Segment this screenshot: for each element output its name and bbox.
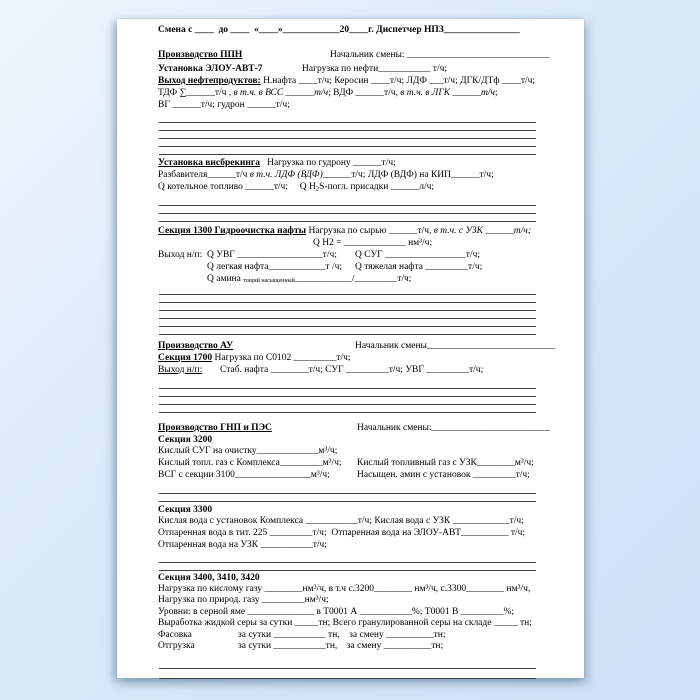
ruled-blank-line[interactable] xyxy=(159,131,536,139)
text-run: Выработка жидкой серы за сутки _____тн; Всего гранулированной серы на складе _____ тн; xyxy=(158,618,532,628)
text-chunk xyxy=(158,573,260,583)
text-run: Кислый топливный газ с УЗК________м³/ч; xyxy=(357,458,534,468)
text-chunk xyxy=(158,505,212,515)
form-line xyxy=(158,64,552,76)
text-chunk xyxy=(357,458,534,470)
form-line xyxy=(158,435,552,446)
form-line xyxy=(158,88,552,100)
text-run: Нагрузка по кислому газу ________нм³/ч, в т.ч с.3200________ нм³/ч, с.3300________ нм³/ч, xyxy=(158,584,531,594)
ruled-blank-line[interactable] xyxy=(159,311,536,319)
text-run: Установка ЭЛОУ-АВТ-7 xyxy=(158,64,263,74)
text-run: Нагрузка по гудрону ______т/ч; xyxy=(259,158,396,168)
text-chunk xyxy=(158,458,341,468)
text-chunk xyxy=(158,595,329,605)
text-run: ; xyxy=(494,88,498,98)
form-line xyxy=(158,76,552,88)
ruled-blank-line[interactable] xyxy=(159,139,536,147)
text-chunk xyxy=(158,365,202,375)
text-run: Нагрузка по природ. газу _________нм³/ч; xyxy=(158,595,329,605)
text-run: Отпаренная вода в тит. 225 _________т/ч; Отпаренная вода на ЭЛОУ-АВТ__________ т/ч; xyxy=(158,528,526,538)
text-run: Секция 1300 Гидроочистка нафты xyxy=(158,226,307,236)
text-chunk xyxy=(158,182,434,192)
text-chunk xyxy=(158,540,327,550)
form-line xyxy=(158,595,552,607)
text-run: Стаб. нафта ________т/ч; СУГ _________т/ч; УВГ _________т/ч; xyxy=(220,365,484,375)
text-run: Выход н/п: xyxy=(158,365,203,375)
text-run: Разбавителя______т/ч xyxy=(158,170,250,180)
form-line xyxy=(158,516,552,528)
text-chunk xyxy=(158,226,531,236)
form-line xyxy=(158,470,552,482)
text-run: Начальник смены: ______________________________ xyxy=(330,50,550,60)
form-line xyxy=(158,238,552,250)
text-chunk xyxy=(238,641,443,653)
text-run: Кислая вода с установок Комплекса ___________т/ч; Кислая вода с УЗК ____________т/ч; xyxy=(158,516,524,526)
form-line xyxy=(158,540,552,552)
form-line xyxy=(158,353,552,365)
text-run: Начальник смены:_________________________ xyxy=(357,423,551,433)
ruled-blank-line[interactable] xyxy=(159,214,536,222)
form-line xyxy=(158,250,552,262)
text-chunk xyxy=(158,516,524,526)
form-line xyxy=(158,262,552,274)
ruled-blank-line[interactable] xyxy=(159,327,536,335)
text-run: S-погл. присадки ______л/ч; xyxy=(319,182,434,192)
ruled-blank-line[interactable] xyxy=(159,319,536,327)
text-chunk xyxy=(238,630,446,642)
text-chunk xyxy=(158,25,520,35)
text-chunk xyxy=(355,341,555,353)
form-line xyxy=(158,25,552,38)
text-run: Q УВГ __________________т/ч; xyxy=(207,250,337,260)
ruled-blank-line[interactable] xyxy=(159,381,536,389)
text-chunk xyxy=(158,88,498,98)
text-chunk xyxy=(357,470,530,482)
text-chunk xyxy=(158,100,290,110)
ruled-blank-line[interactable] xyxy=(159,494,536,502)
ruled-blank-line[interactable] xyxy=(159,206,536,214)
spacer xyxy=(158,413,552,423)
form-line xyxy=(158,505,552,516)
text-run: Смена с ____ до ____ «____»____________20____г. Диспетчер НПЗ________________ xyxy=(158,25,520,35)
text-run: в т.ч. с УЗК ______т/ч; xyxy=(433,226,531,236)
text-run: Кислый топл. газ с Комплекса_________м³/ч; xyxy=(158,458,342,468)
text-chunk xyxy=(158,528,525,538)
ruled-blank-line[interactable] xyxy=(159,659,536,669)
text-chunk xyxy=(158,584,530,594)
form-line xyxy=(158,100,552,112)
text-chunk xyxy=(158,341,233,351)
text-run: Нагрузка по С0102 _________т/ч; xyxy=(212,353,351,363)
text-run: 2 xyxy=(315,185,320,193)
text-chunk xyxy=(355,262,482,274)
form-line xyxy=(158,573,552,584)
text-run: Производство ППН xyxy=(158,50,243,60)
form-line xyxy=(158,630,552,641)
form-line xyxy=(158,170,552,182)
text-run: Выход н/п: xyxy=(158,250,203,260)
ruled-blank-line[interactable] xyxy=(159,287,536,295)
form-line xyxy=(158,618,552,630)
text-run: ВСГ с секции 3100________________м³/ч; xyxy=(158,470,330,480)
text-run: Q легкая нафта____________т /ч; xyxy=(207,262,343,272)
text-run: Производство ГНП и ПЭС xyxy=(158,423,272,433)
text-run: Насыщен. амин с установок _________т/ч; xyxy=(357,470,530,480)
text-run: ______т/ч; ЛДФ (ВДФ) на КИП______т/ч; xyxy=(322,170,494,180)
form-line xyxy=(158,226,552,238)
text-chunk xyxy=(158,250,202,260)
text-chunk xyxy=(158,64,263,74)
text-chunk xyxy=(158,423,272,433)
text-chunk xyxy=(158,50,242,60)
ruled-blank-line[interactable] xyxy=(159,123,536,131)
text-chunk xyxy=(158,435,212,445)
text-run: Установка висбрекинга xyxy=(158,158,260,168)
text-chunk xyxy=(158,607,514,617)
text-chunk xyxy=(302,64,447,76)
text-run: Отгрузка xyxy=(158,641,195,651)
text-run: тощий насыщенный xyxy=(243,278,295,284)
text-run: Начальник смены___________________________ xyxy=(355,341,556,351)
text-run: Кислый СУГ на очистку_____________м³/ч; xyxy=(158,446,338,456)
text-run: Q котельное топливо ______т/ч; Q H xyxy=(158,182,316,192)
ruled-blank-line[interactable] xyxy=(159,198,536,206)
form-line xyxy=(158,458,552,470)
text-run: Q тяжелая нафта _________т/ч; xyxy=(355,262,483,272)
ruled-blank-line[interactable] xyxy=(159,295,536,303)
form-line xyxy=(158,182,552,194)
text-chunk xyxy=(158,76,535,86)
text-run: в т.ч. в ВСС ______т/ч xyxy=(233,88,329,98)
form-line xyxy=(158,446,552,458)
text-run: ; ВДФ ______т/ч, xyxy=(328,88,401,98)
text-run: Секция 3300 xyxy=(158,505,213,515)
text-run: ВГ ______т/ч; гудрон ______т/ч; xyxy=(158,100,290,110)
ruled-blank-line[interactable] xyxy=(159,555,536,563)
text-chunk xyxy=(158,158,396,168)
form-line xyxy=(158,274,552,284)
document-page xyxy=(117,19,584,678)
ruled-blank-line[interactable] xyxy=(159,486,536,494)
ruled-blank-line[interactable] xyxy=(159,669,536,679)
text-run: Нагрузка по сырью ______т/ч, xyxy=(306,226,434,236)
text-run: в т.ч. в ЛГК ______т/ч xyxy=(400,88,495,98)
text-run: Секция 3400, 3410, 3420 xyxy=(158,573,260,583)
text-chunk xyxy=(158,446,337,456)
spacer xyxy=(158,38,552,50)
ruled-blank-line[interactable] xyxy=(159,563,536,571)
text-run: Отпаренная вода на УЗК ___________т/ч; xyxy=(158,540,327,550)
form-line xyxy=(158,607,552,618)
text-chunk xyxy=(355,250,480,262)
form-line xyxy=(158,584,552,595)
form-line xyxy=(158,158,552,170)
text-run: в т.ч. ЛДФ (ВДФ) xyxy=(249,170,323,180)
text-chunk xyxy=(158,470,330,480)
text-chunk xyxy=(330,50,549,62)
text-run: Выход нефтепродуктов: xyxy=(158,76,261,86)
form-line xyxy=(158,528,552,540)
ruled-blank-line[interactable] xyxy=(159,389,536,397)
text-run: за сутки ___________ тн, за смену __________тн; xyxy=(238,630,446,640)
text-run: Производство АУ xyxy=(158,341,234,351)
text-run: Нагрузка по нефти___________ т/ч; xyxy=(302,64,448,74)
text-run: Q Н2 = _____________ нм³/ч; xyxy=(313,238,433,248)
text-chunk xyxy=(207,250,337,262)
text-chunk xyxy=(207,262,342,274)
text-run: Фасовка xyxy=(158,630,192,640)
text-run: ____________/_________т/ч; xyxy=(294,274,412,284)
form-line xyxy=(158,50,552,64)
form-line xyxy=(158,641,552,652)
text-chunk xyxy=(220,365,483,377)
ruled-blank-line[interactable] xyxy=(159,405,536,413)
text-run: Уровни: в серной яме ______________ в Т0001 А ___________%; Т0001 В _________%; xyxy=(158,607,515,617)
text-chunk xyxy=(158,170,494,180)
ruled-blank-line[interactable] xyxy=(159,115,536,123)
text-run: Q СУГ _________________т/ч; xyxy=(355,250,480,260)
document-content xyxy=(158,25,556,679)
text-run: Секция 1700 xyxy=(158,353,213,363)
text-run: за сутки ___________тн, за смену __________тн; xyxy=(238,641,444,651)
text-chunk xyxy=(207,274,411,288)
form-line xyxy=(158,341,556,353)
text-chunk xyxy=(158,630,192,640)
ruled-blank-line[interactable] xyxy=(159,303,536,311)
text-chunk xyxy=(158,618,532,628)
text-chunk xyxy=(313,238,432,250)
form-line xyxy=(158,365,552,377)
ruled-blank-line[interactable] xyxy=(159,147,536,155)
text-chunk xyxy=(357,423,550,435)
text-chunk xyxy=(158,641,195,651)
form-line xyxy=(158,423,552,435)
text-chunk xyxy=(158,353,351,363)
text-run: Q амина xyxy=(207,274,244,284)
ruled-blank-line[interactable] xyxy=(159,397,536,405)
text-run: Секция 3200 xyxy=(158,435,213,445)
spacer xyxy=(158,652,552,659)
text-run: ТДФ ∑______т/ч , xyxy=(158,88,234,98)
text-run: Н.нафта ____т/ч; Керосин ____т/ч; ЛДФ ___т/ч; ДГК/ДТф ____т/ч; xyxy=(260,76,536,86)
